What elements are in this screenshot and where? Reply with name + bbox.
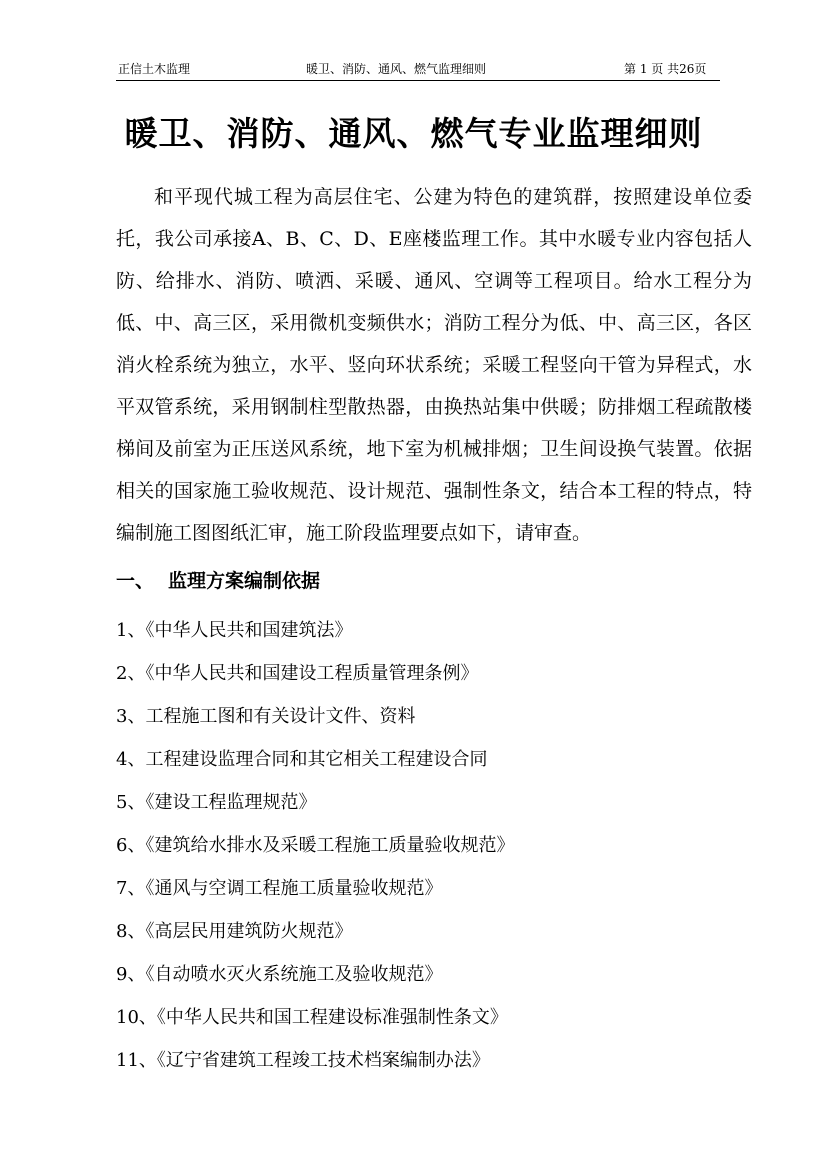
- header-divider: [116, 80, 720, 81]
- list-item: 9、《自动喷水灭火系统施工及验收规范》: [116, 964, 443, 985]
- reference-list: [116, 612, 514, 1085]
- list-item: 3、工程施工图和有关设计文件、资料: [116, 706, 416, 727]
- list-item: 5、《建设工程监理规范》: [116, 792, 317, 813]
- list-item: 6、《建筑给水排水及采暖工程施工质量验收规范》: [116, 835, 515, 856]
- intro-paragraph: 和平现代城工程为高层住宅、公建为特色的建筑群，按照建设单位委托，我公司承接A、B、C、D、E座楼监理工作。其中水暖专业内容包括人防、给排水、消防、喷洒、采暖、通风、空调等工程项目。给水工程分为低、中、高三区，采用微机变频供水；消防工程分为低、中、高三区，各区消火栓系统为独立，水平、竖向环状系统；采暖工程竖向干管为异程式，水平双管系统，采用钢制柱型散热器，由换热站集中供暖；防排烟工程疏散楼梯间及前室为正压送风系统，地下室为机械排烟；卫生间设换气装置。依据相关的国家施工验收规范、设计规范、强制性条文，结合本工程的特点，特编制施工图图纸汇审，施工阶段监理要点如下，请审查。: [116, 186, 752, 544]
- list-item: 2、《中华人民共和国建设工程质量管理条例》: [116, 663, 479, 684]
- list-item: 11、《辽宁省建筑工程竣工技术档案编制办法》: [116, 1050, 490, 1071]
- section-number: 一、: [116, 570, 155, 592]
- list-item: 1、《中华人民共和国建筑法》: [116, 620, 353, 641]
- list-item: 7、《通风与空调工程施工质量验收规范》: [116, 878, 443, 899]
- page-header: [0, 60, 827, 80]
- list-item: 10、《中华人民共和国工程建设标准强制性条文》: [116, 1007, 508, 1028]
- list-item: 8、《高层民用建筑防火规范》: [116, 921, 353, 942]
- header-page-number: 第 1 页 共26页: [624, 62, 707, 76]
- section-heading: [116, 566, 320, 593]
- list-item: 4、工程建设监理合同和其它相关工程建设合同: [116, 749, 488, 770]
- document-title: 暖卫、消防、通风、燃气专业监理细则: [124, 114, 703, 153]
- header-company: 正信土木监理: [118, 62, 191, 76]
- header-document-title: 暖卫、消防、通风、燃气监理细则: [306, 62, 487, 76]
- section-title: 监理方案编制依据: [168, 570, 321, 592]
